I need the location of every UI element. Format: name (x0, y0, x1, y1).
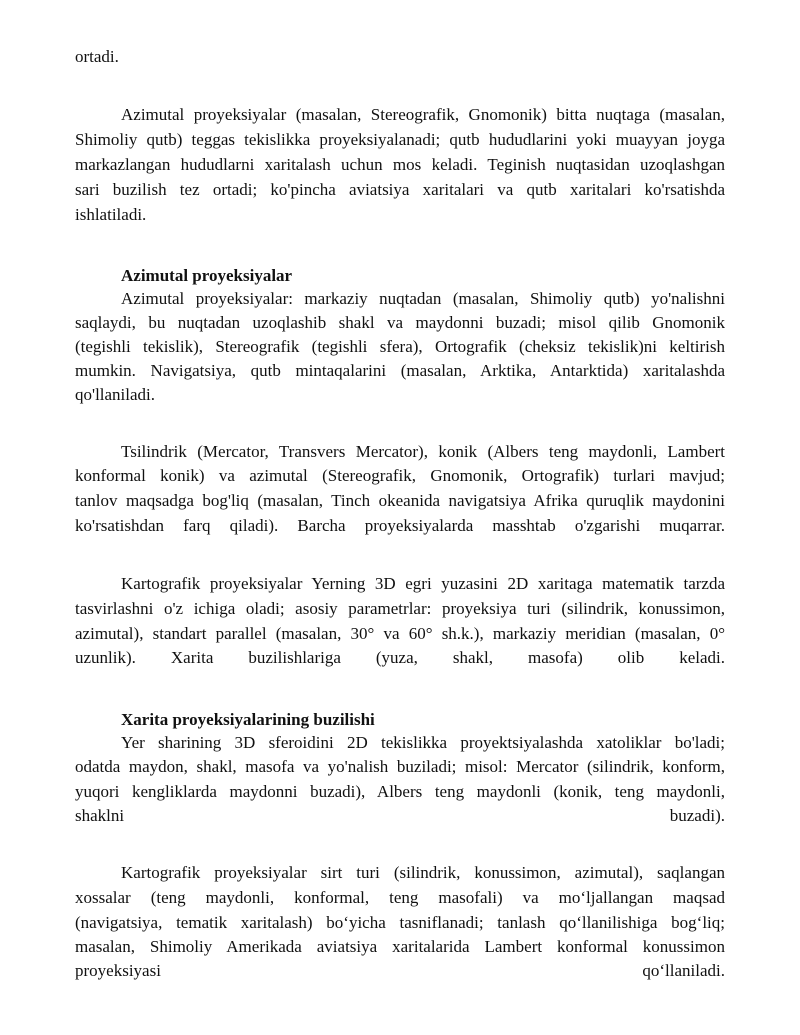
text-line: konformal konik) va azimutal (Stereografik, Gnomonik, Ortografik) turlari mavjud; (75, 466, 725, 485)
text-line: shaklni (75, 806, 125, 825)
text-line: ortadi. (75, 47, 119, 66)
text-line: ko'rsatishdan farq qiladi). Barcha proyeksiyalarda masshtab o'zgarishi muqarrar. (75, 516, 725, 535)
text-line: (tegishli tekislik), Stereografik (tegishli sfera), Ortografik (cheksiz tekislik)ni keltirish (75, 337, 725, 356)
text-line: mumkin. Navigatsiya, qutb mintaqalarini (masalan, Arktika, Antarktida) xaritalashda (75, 361, 725, 380)
text-line: Yer sharining 3D sferoidini 2D tekislikka proyektsiyalashda xatoliklar bo'ladi; (121, 733, 725, 752)
text-line: masalan, Shimoliy Amerikada aviatsiya xaritalarida Lambert konformal konussimon (75, 937, 725, 956)
text-line: Azimutal proyeksiyalar: markaziy nuqtadan (masalan, Shimoliy qutb) yo'nalishni (121, 289, 725, 308)
text-line: qo'llaniladi. (75, 385, 156, 404)
text-line: saqlaydi, bu nuqtadan uzoqlashib shakl va maydonni buzadi; misol qilib Gnomonik (75, 313, 725, 332)
text-line: proyeksiyasi (75, 961, 161, 980)
text-line: qo‘llaniladi. (642, 961, 725, 980)
text-line: xossalar (teng maydonli, konformal, teng masofali) va mo‘ljallangan maqsad (75, 888, 725, 907)
text-line: Shimoliy qutb) teggas tekislikka proyeksiyalanadi; qutb hududlarini yoki muayyan joyga (75, 130, 725, 149)
text-line: yuqori kengliklarda maydonni buzadi), Albers teng maydonli (konik, teng maydonli, (75, 782, 725, 801)
text-line: sari buzilish tez ortadi; ko'pincha aviatsiya xaritalari va qutb xaritalari ko'rsatishda (75, 180, 725, 199)
text-line: uzunlik). Xarita buzilishlariga (yuza, shakl, masofa) olib keladi. (75, 648, 725, 667)
text-line: Azimutal proyeksiyalar (masalan, Stereografik, Gnomonik) bitta nuqtaga (masalan, (121, 105, 725, 124)
text-line: Kartografik proyeksiyalar Yerning 3D egri yuzasini 2D xaritaga matematik tarzda (121, 574, 725, 593)
text-line: Tsilindrik (Mercator, Transvers Mercator), konik (Albers teng maydonli, Lambert (121, 442, 725, 461)
text-line: markazlangan hududlarni xaritalash uchun mos keladi. Teginish nuqtasidan uzoqlashgan (75, 155, 725, 174)
text-line: azimutal), standart parallel (masalan, 30° va 60° sh.k.), markaziy meridian (masalan, 0° (75, 624, 725, 643)
text-line: odatda maydon, shakl, masofa va yo'nalish buziladi; misol: Mercator (silindrik, konform, (75, 757, 725, 776)
text-line: (navigatsiya, tematik xaritalash) bo‘yicha tasniflanadi; tanlash qo‘llanilishiga bog‘liq; (75, 913, 725, 932)
section-heading: Azimutal proyeksiyalar (121, 266, 293, 285)
text-line: buzadi). (669, 806, 725, 825)
text-line: tasvirlashni o'z ichiga oladi; asosiy parametrlar: proyeksiya turi (silindrik, konussimon, (75, 599, 725, 618)
text-line: Kartografik proyeksiyalar sirt turi (silindrik, konussimon, azimutal), saqlangan (121, 863, 725, 882)
section-heading: Xarita proyeksiyalarining buzilishi (121, 710, 375, 729)
text-line: tanlov maqsadga bog'liq (masalan, Tinch okeanida navigatsiya Afrika quruqlik maydonini (75, 491, 725, 510)
text-line: ishlatiladi. (75, 205, 147, 224)
